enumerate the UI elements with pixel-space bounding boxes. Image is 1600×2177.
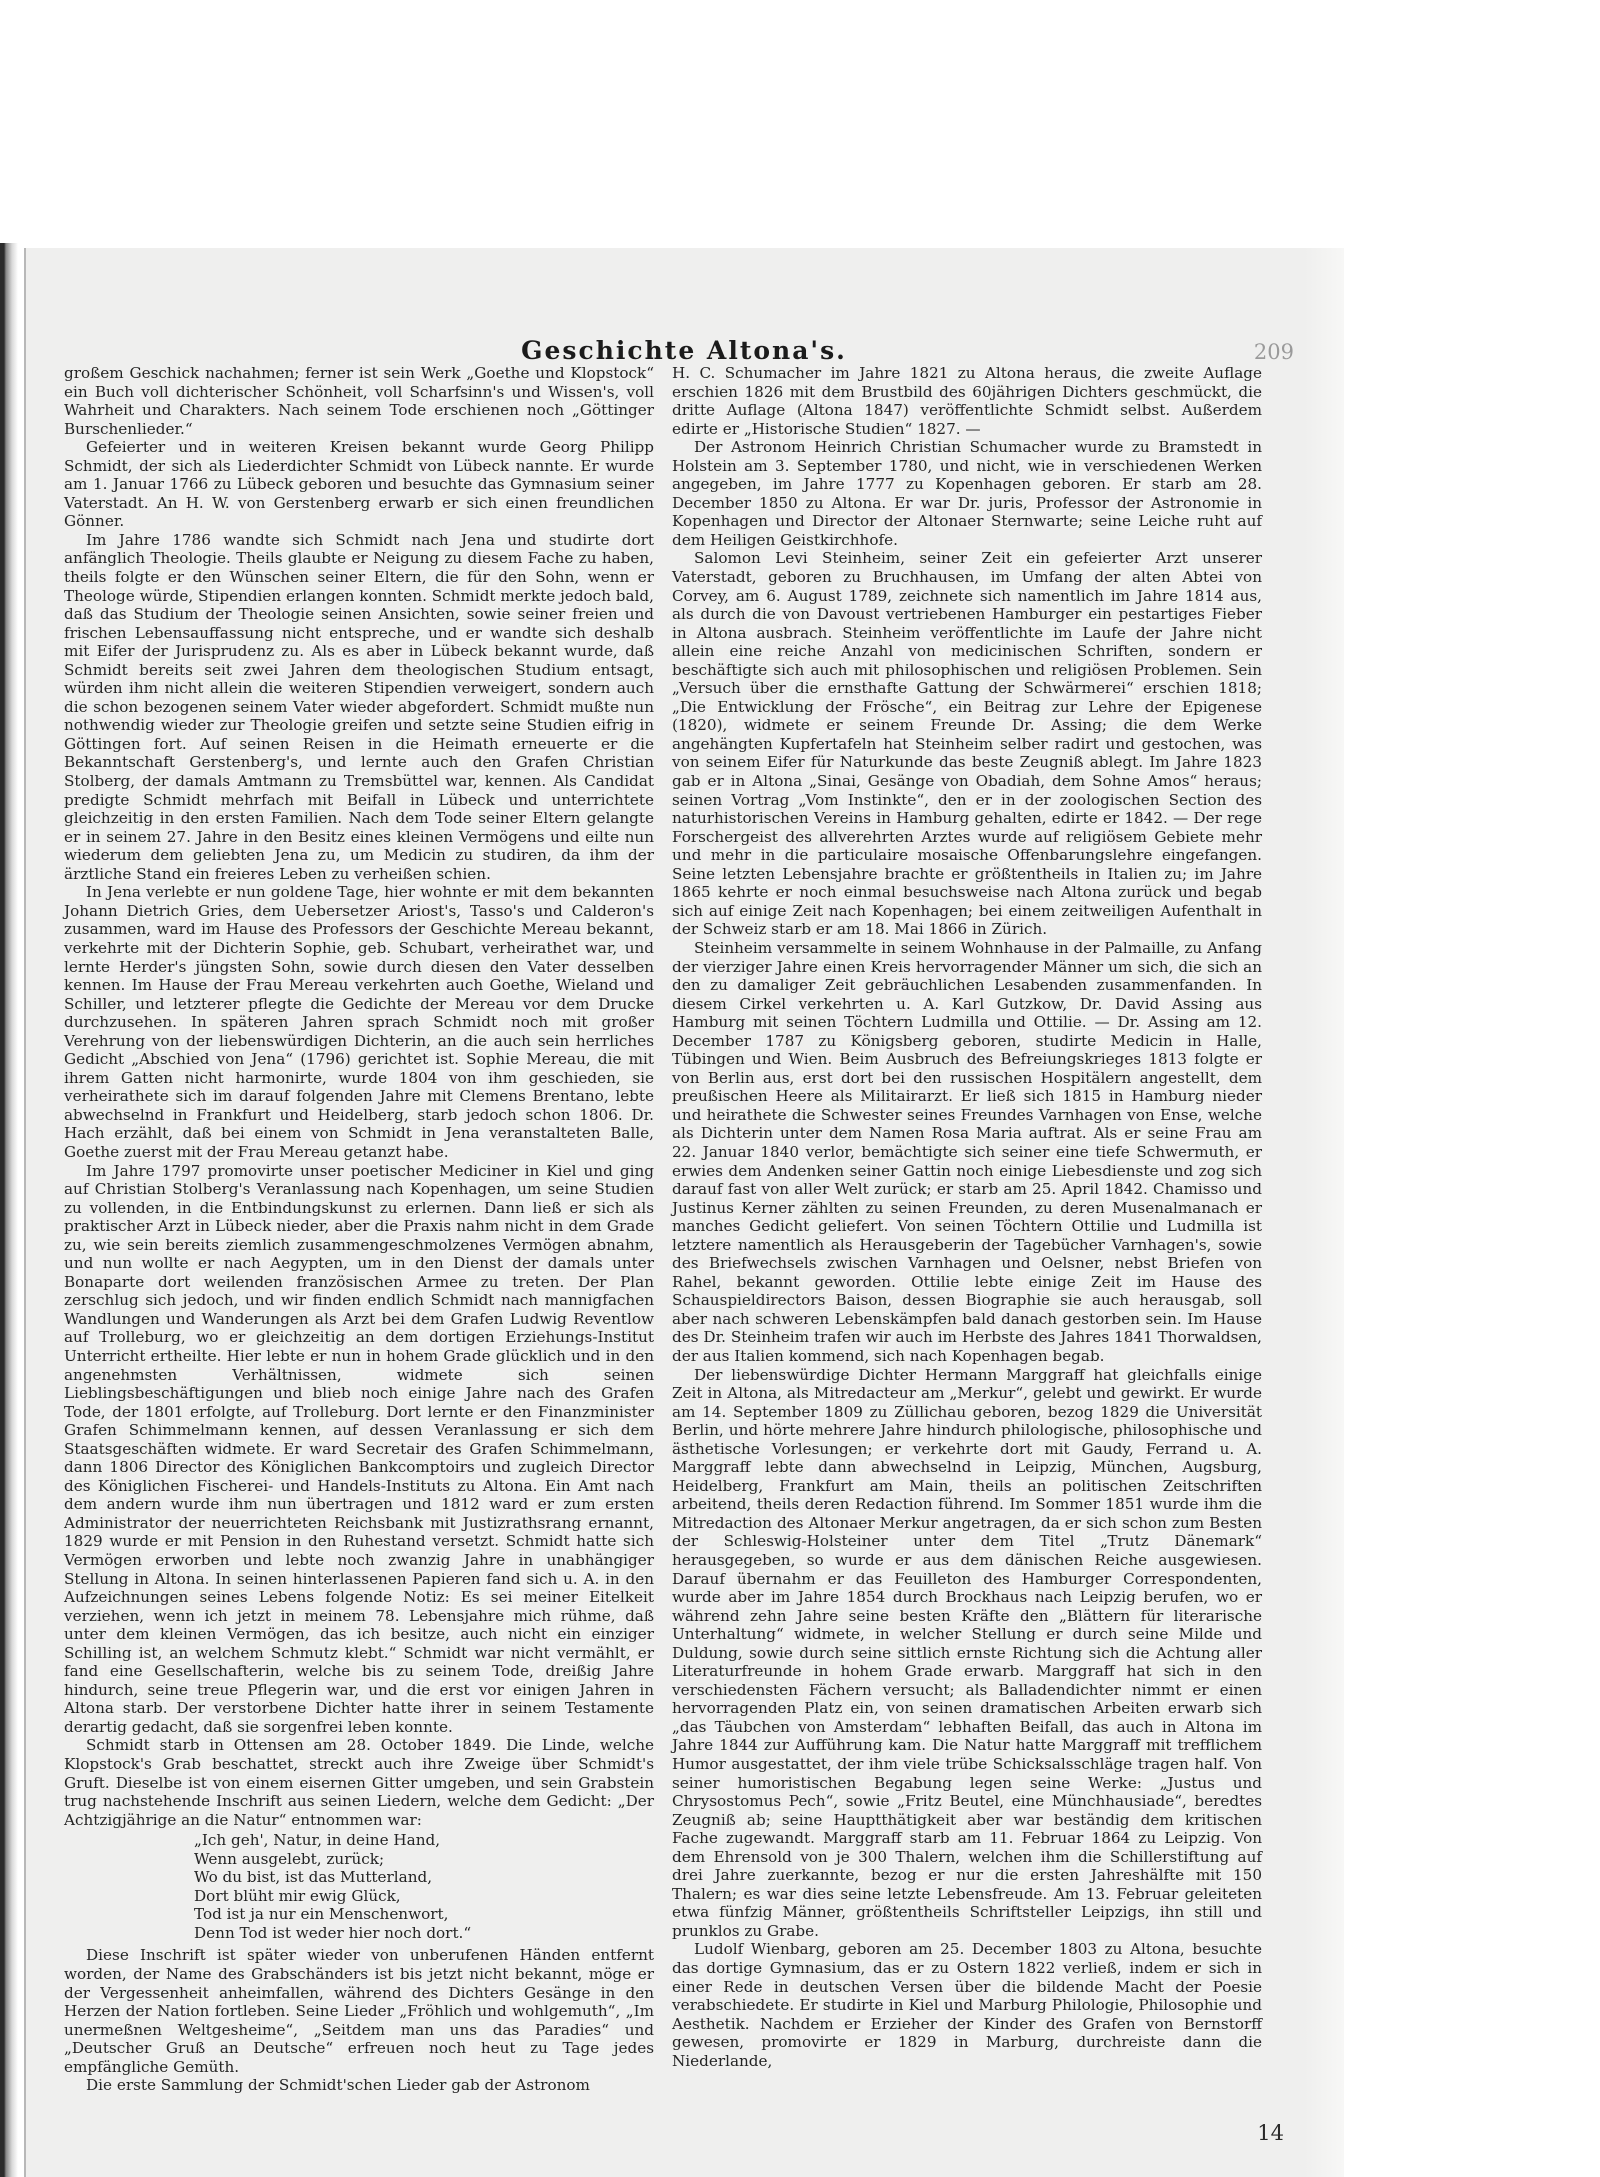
paragraph: großem Geschick nachahmen; ferner ist sein Werk „Goethe und Klopstock“ ein Buch voll dichterischer Schönheit, voll Scharfsinn's und Wissen's, voll Wahrheit und Charakters. Nach seinem Tode erschienen noch „Göttinger Burschenlieder.“	[64, 364, 654, 438]
paragraph: Die erste Sammlung der Schmidt'schen Lieder gab der Astronom	[86, 2076, 590, 2095]
poem-line: Tod ist ja nur ein Menschenwort,	[194, 1905, 449, 1924]
paragraph: Der liebenswürdige Dichter Hermann Marggraff hat gleichfalls einige Zeit in Altona, als Mitredacteur am „Merkur“, gelebt und gewirkt. Er wurde am 14. September 1809 zu Züllichau geboren, bezog 1829 die Universität Berlin, und hörte mehrere Jahre hindurch philologische, philosophische und ästhetische Vorlesungen; er verkehrte dort mit Gaudy, Ferrand u. A. Marggraff lebte dann abwechselnd in Leipzig, München, Augsburg, Heidelberg, Frankfurt am Main, theils an politischen Zeitschriften arbeitend, theils deren Redaction führend. Im Sommer 1851 wurde ihm die Mitredaction des Altonaer Merkur angetragen, da er sich schon zum Besten der Schleswig-Holsteiner unter dem Titel „Trutz Dänemark“ herausgegeben, so wurde er aus dem dänischen Reiche ausgewiesen. Darauf übernahm er das Feuilleton des Hamburger Correspondenten, wurde aber im Jahre 1854 durch Brockhaus nach Leipzig berufen, wo er während zehn Jahre seine besten Kräfte den „Blättern für literarische Unterhaltung“ widmete, in welcher Stellung er durch seine Milde und Duldung, sowie durch seine sittlich ernste Richtung sich die Achtung aller Literaturfreunde in hohem Grade erwarb. Marggraff hat sich in den verschiedensten Fächern versucht; als Balladendichter nimmt er einen hervorragenden Platz ein, von seinen dramatischen Arbeiten erwarb sich „das Täubchen von Amsterdam“ lebhaften Beifall, das auch in Altona im Jahre 1844 zur Aufführung kam. Die Natur hatte Marggraff mit trefflichem Humor ausgestattet, der ihm viele trübe Schicksalsschläge tragen half. Von seiner humoristischen Begabung legen seine Werke: „Justus und Chrysostomus Pech“, sowie „Fritz Beutel, eine Münchhausiade“, beredtes Zeugniß ab; seine Hauptthätigkeit aber war beständig dem kritischen Fache zugewandt. Marggraff starb am 11. Februar 1864 zu Leipzig. Von dem Ehrensold von je 300 Thalern, welchen ihm die Schillerstiftung auf drei Jahre zuerkannte, bezog er nur die ersten Jahreshälfte mit 150 Thalern; es war dies seine letzte Lebensfreude. Am 13. Februar geleiteten etwa fünfzig Männer, größtentheils Schriftsteller Leipzigs, ihn still und prunklos zu Grabe.	[672, 1365, 1262, 1940]
poem-line: Denn Tod ist weder hier noch dort.“	[194, 1923, 472, 1942]
right-column	[672, 364, 1262, 2070]
page-edge-fade	[1304, 248, 1344, 2177]
paragraph: Salomon Levi Steinheim, seiner Zeit ein gefeierter Arzt unserer Vaterstadt, geboren zu Bruchhausen, im Umfang der alten Abtei von Corvey, am 6. August 1789, zeichnete sich namentlich im Jahre 1814 aus, als durch die von Davoust vertriebenen Hamburger ein pestartiges Fieber in Altona ausbrach. Steinheim veröffentlichte im Laufe der Jahre nicht allein eine reiche Anzahl von medicinischen Schriften, sondern er beschäftigte sich auch mit philosophischen und religiösen Problemen. Sein „Versuch über die ernsthafte Gattung der Schwärmerei“ erschien 1818; „Die Entwicklung der Frösche“, ein Beitrag zur Lehre der Epigenese (1820), widmete er seinem Freunde Dr. Assing; die dem Werke angehängten Kupfertafeln hat Steinheim selber radirt und gestochen, was von seinem Eifer für Naturkunde das beste Zeugniß ablegt. Im Jahre 1823 gab er in Altona „Sinai, Gesänge von Obadiah, dem Sohne Amos“ heraus; seinen Vortrag „Vom Instinkte“, den er in der zoologischen Section des naturhistorischen Vereins in Hamburg gehalten, edirte er 1842. — Der rege Forschergeist des allverehrten Arztes wurde auf religiösem Gebiete mehr und mehr in die particulaire mosaische Offenbarungslehre eingefangen. Seine letzten Lebensjahre brachte er größtentheils in Italien zu; im Jahre 1865 kehrte er noch einmal besuchsweise nach Altona zurück und begab sich auf einige Zeit nach Kopenhagen; bei einem zeitweiligen Aufenthalt in der Schweiz starb er am 18. Mai 1866 in Zürich.	[672, 549, 1262, 939]
poem-line: Dort blüht mir ewig Glück,	[194, 1886, 401, 1905]
paragraph: Gefeierter und in weiteren Kreisen bekannt wurde Georg Philipp Schmidt, der sich als Liederdichter Schmidt von Lübeck nannte. Er wurde am 1. Januar 1766 zu Lübeck geboren und besuchte das Gymnasium seiner Vaterstadt. An H. W. von Gerstenberg erwarb er sich einen freundlichen Gönner.	[64, 438, 654, 531]
grave-inscription-poem	[64, 1831, 654, 1942]
poem-line: Wo du bist, ist das Mutterland,	[194, 1868, 433, 1887]
left-column	[64, 364, 654, 2095]
scanned-page	[24, 248, 1344, 2177]
book-gutter-shadow	[0, 243, 18, 2177]
running-head	[24, 336, 1344, 365]
signature-mark: 14	[1257, 2121, 1284, 2145]
paragraph: Im Jahre 1786 wandte sich Schmidt nach Jena und studirte dort anfänglich Theologie. Theils glaubte er Neigung zu diesem Fache zu haben, theils folgte er den Wünschen seiner Eltern, die für den Sohn, wenn er Theologe würde, Stipendien erlangen konnten. Schmidt merkte jedoch bald, daß das Studium der Theologie seinen Ansichten, sowie seiner freien und frischen Lebensauffassung nicht entspreche, und er wandte sich deshalb mit Eifer der Jurisprudenz zu. Als es aber in Lübeck bekannt wurde, daß Schmidt bereits seit zwei Jahren dem theologischen Studium entsagt, würden ihm nicht allein die weiteren Stipendien verweigert, sondern auch die schon bezogenen seinem Vater wieder abgefordert. Schmidt mußte nun nothwendig wieder zur Theologie greifen und setzte seine Studien eifrig in Göttingen fort. Auf seinen Reisen in die Heimath erneuerte er die Bekanntschaft Gerstenberg's, und lernte auch den Grafen Christian Stolberg, der damals Amtmann zu Tremsbüttel war, kennen. Als Candidat predigte Schmidt mehrfach mit Beifall in Lübeck und unterrichtete gleichzeitig in den ersten Familien. Nach dem Tode seiner Eltern gelangte er in seinem 27. Jahre in den Besitz eines kleinen Vermögens und eilte nun wiederum dem geliebten Jena zu, um Medicin zu studiren, da ihm der ärztliche Stand ein freieres Leben zu verheißen schien.	[64, 530, 654, 883]
paragraph: In Jena verlebte er nun goldene Tage, hier wohnte er mit dem bekannten Johann Dietrich Gries, dem Uebersetzer Ariost's, Tasso's und Calderon's zusammen, ward im Hause des Professors der Geschichte Mereau bekannt, verkehrte mit der Dichterin Sophie, geb. Schubart, verheirathet war, und lernte Herder's jüngsten Sohn, sowie durch diesen den Vater desselben kennen. Im Hause der Frau Mereau verkehrten auch Goethe, Wieland und Schiller, und letzterer pflegte die Gedichte der Mereau vor dem Drucke durchzusehen. In späteren Jahren sprach Schmidt noch mit großer Verehrung von der liebenswürdigen Dichterin, an die auch sein herrliches Gedicht „Abschied von Jena“ (1796) gerichtet ist. Sophie Mereau, die mit ihrem Gatten nicht harmonirte, wurde 1804 von ihm geschieden, sie verheirathete sich im darauf folgenden Jahre mit Clemens Brentano, lebte abwechselnd in Frankfurt und Heidelberg, starb jedoch schon 1806. Dr. Hach erzählt, daß bei einem von Schmidt in Jena veranstalteten Balle, Goethe zuerst mit der Frau Mereau getanzt habe.	[64, 883, 654, 1161]
page-number: 209	[1253, 340, 1294, 364]
paragraph: Diese Inschrift ist später wieder von unberufenen Händen entfernt worden, der Name des Grabschänders ist bis jetzt nicht bekannt, möge er der Vergessenheit anheimfallen, während des Dichters Gesänge in den Herzen der Nation fortleben. Seine Lieder „Fröhlich und wohlgemuth“, „Im unermeßnen Weltgesheime“, „Seitdem man uns das Paradies“ und „Deutscher Gruß an Deutsche“ erfreuen noch heut zu Tage jedes empfängliche Gemüth.	[64, 1946, 654, 2076]
paragraph: Der Astronom Heinrich Christian Schumacher wurde zu Bramstedt in Holstein am 3. September 1780, und nicht, wie in verschiedenen Werken angegeben, im Jahre 1777 zu Kopenhagen geboren. Er starb am 28. December 1850 zu Altona. Er war Dr. juris, Professor der Astronomie in Kopenhagen und Director der Altonaer Sternwarte; seine Leiche ruht auf dem Heiligen Geistkirchhofe.	[672, 438, 1262, 549]
paragraph: H. C. Schumacher im Jahre 1821 zu Altona heraus, die zweite Auflage erschien 1826 mit dem Brustbild des 60jährigen Dichters geschmückt, die dritte Auflage (Altona 1847) veröffentlichte Schmidt selbst. Außerdem edirte er „Historische Studien“ 1827. —	[672, 364, 1262, 438]
poem-line: Wenn ausgelebt, zurück;	[194, 1849, 385, 1868]
paragraph: Schmidt starb in Ottensen am 28. October 1849. Die Linde, welche Klopstock's Grab beschattet, streckt auch ihre Zweige über Schmidt's Gruft. Dieselbe ist von einem eisernen Gitter umgeben, und sein Grabstein trug nachstehende Inschrift aus seinen Liedern, welche dem Gedicht: „Der Achtzigjährige an die Natur“ entnommen war:	[64, 1736, 654, 1829]
page-title: Geschichte Altona's.	[521, 336, 847, 365]
paragraph: Im Jahre 1797 promovirte unser poetischer Mediciner in Kiel und ging auf Christian Stolberg's Veranlassung nach Kopenhagen, um seine Studien zu vollenden, in die Entbindungskunst zu erlernen. Dann ließ er sich als praktischer Arzt in Lübeck nieder, aber die Praxis nahm nicht in dem Grade zu, wie sein bereits ziemlich zusammengeschmolzenes Vermögen abnahm, und nun wollte er nach Aegypten, um in den Dienst der damals unter Bonaparte dort weilenden französischen Armee zu treten. Der Plan zerschlug sich jedoch, und wir finden endlich Schmidt nach mannigfachen Wandlungen und Wanderungen als Arzt bei dem Grafen Ludwig Reventlow auf Trolleburg, wo er gleichzeitig an dem dortigen Erziehungs-Institut Unterricht ertheilte. Hier lebte er nun in hohem Grade glücklich und in den angenehmsten Verhältnissen, widmete sich seinen Lieblingsbeschäftigungen und blieb noch einige Jahre nach des Grafen Tode, der 1801 erfolgte, auf Trolleburg. Dort lernte er den Finanzminister Grafen Schimmelmann kennen, auf dessen Veranlassung er sich dem Staatsgeschäften widmete. Er ward Secretair des Grafen Schimmelmann, dann 1806 Director des Königlichen Bankcomptoirs und zugleich Director des Königlichen Fischerei- und Handels-Instituts zu Altona. Ein Amt nach dem andern wurde ihm nun übertragen und 1812 ward er zum ersten Administrator der neuerrichteten Reichsbank mit Justizrathsrang ernannt, 1829 wurde er mit Pension in den Ruhestand versetzt. Schmidt hatte sich Vermögen erworben und lebte noch zwanzig Jahre in unabhängiger Stellung in Altona. In seinen hinterlassenen Papieren fand sich u. A. in den Aufzeichnungen seines Lebens folgende Notiz: Es sei meiner Eitelkeit verziehen, wenn ich jetzt in meinem 78. Lebensjahre mich rühme, daß unter dem kleinen Vermögen, das ich besitze, auch nicht ein einziger Schilling ist, an welchem Schmutz klebt.“ Schmidt war nicht vermählt, er fand eine Gesellschafterin, welche bis zu seinem Tode, dreißig Jahre hindurch, seine treue Pflegerin war, und die erst vor einigen Jahren in Altona starb. Der verstorbene Dichter hatte ihrer in seinem Testamente derartig gedacht, daß sie sorgenfrei leben konnte.	[64, 1161, 654, 1736]
paragraph: Ludolf Wienbarg, geboren am 25. December 1803 zu Altona, besuchte das dortige Gymnasium, das er zu Ostern 1822 verließ, indem er sich in einer Rede in deutschen Versen über die bildende Macht der Poesie verabschiedete. Er studirte in Kiel und Marburg Philologie, Philosophie und Aesthetik. Nachdem er Erzieher der Kinder des Grafen von Bernstorff gewesen, promovirte er 1829 in Marburg, durchreiste dann die Niederlande,	[672, 1940, 1262, 2070]
paragraph: Steinheim versammelte in seinem Wohnhause in der Palmaille, zu Anfang der vierziger Jahre einen Kreis hervorragender Männer um sich, die sich an den zu damaliger Zeit gebräuchlichen Lesabenden zusammenfanden. In diesem Cirkel verkehrten u. A. Karl Gutzkow, Dr. David Assing aus Hamburg mit seinen Töchtern Ludmilla und Ottilie. — Dr. Assing am 12. December 1787 zu Königsberg geboren, studirte Medicin in Halle, Tübingen und Wien. Beim Ausbruch des Befreiungskrieges 1813 folgte er von Berlin aus, erst dort bei den russischen Hospitälern angestellt, dem preußischen Heere als Militairarzt. Er ließ sich 1815 in Hamburg nieder und heirathete die Schwester seines Freundes Varnhagen von Ense, welche als Dichterin unter dem Namen Rosa Maria auftrat. Als er seine Frau am 22. Januar 1840 verlor, bemächtigte sich seiner eine tiefe Schwermuth, er erwies dem Andenken seiner Gattin noch einige Liebesdienste und zog sich darauf fast von aller Welt zurück; er starb am 25. April 1842. Chamisso und Justinus Kerner zählten zu seinen Freunden, zu deren Musenalmanach er manches Gedicht geliefert. Von seinen Töchtern Ottilie und Ludmilla ist letztere namentlich als Herausgeberin der Tagebücher Varnhagen's, sowie des Briefwechsels zwischen Varnhagen und Oelsner, nebst Briefen von Rahel, bekannt geworden. Ottilie lebte einige Zeit im Hause des Schauspieldirectors Baison, dessen Biographie sie auch herausgab, soll aber nach schweren Lebenskämpfen bald danach gestorben sein. Im Hause des Dr. Steinheim trafen wir auch im Herbste des Jahres 1841 Thorwaldsen, der aus Italien kommend, sich nach Kopenhagen begab.	[672, 938, 1262, 1365]
poem-line: „Ich geh', Natur, in deine Hand,	[194, 1831, 441, 1850]
